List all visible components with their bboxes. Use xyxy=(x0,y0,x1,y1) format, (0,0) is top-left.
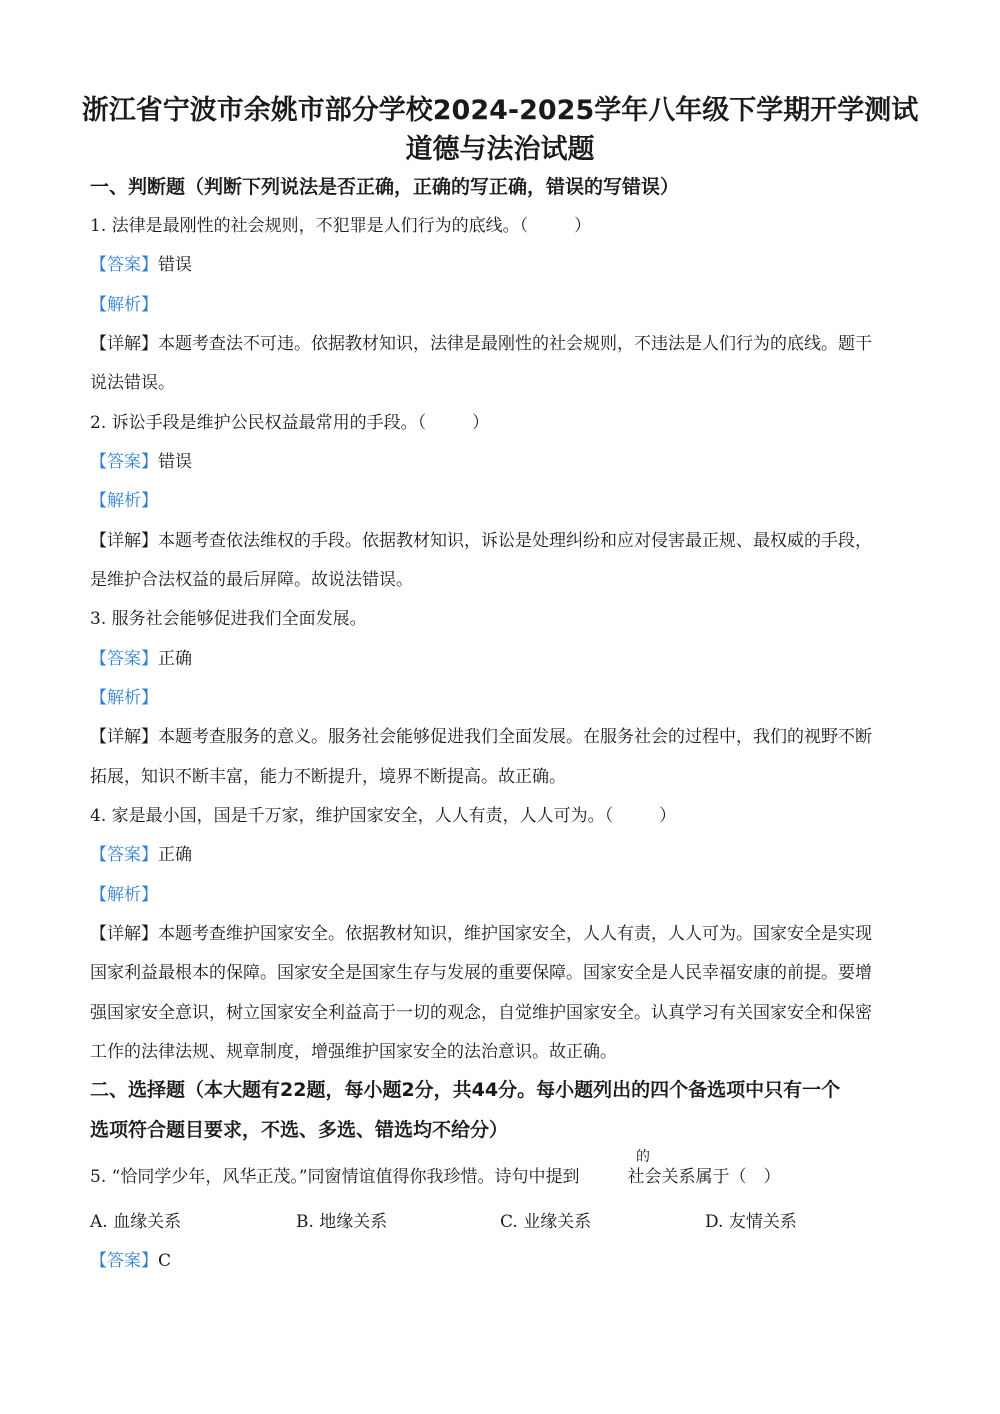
question-4-text: 4. 家是最小国，国是千万家，维护国家安全，人人有责，人人可为。 xyxy=(90,806,605,826)
question-2-text: 2. 诉讼手段是维护公民权益最常用的手段。 xyxy=(90,413,418,433)
answer-value: C xyxy=(158,1251,172,1271)
question-3-detail xyxy=(90,722,872,747)
question-5-answer xyxy=(90,1246,171,1271)
detail-text: 本题考查服务的意义。服务社会能够促进我们全面发展。在服务社会的过程中，我们的视野不断 xyxy=(158,727,872,747)
question-4-detail-cont-2: 强国家安全意识，树立国家安全利益高于一切的观念，自觉维护国家安全。认真学习有关国家安全和保密 xyxy=(90,1003,872,1023)
answer-value: 错误 xyxy=(158,452,192,472)
question-2-analysis xyxy=(90,486,158,511)
question-1-text: 1. 法律是最刚性的社会规则，不犯罪是人们行为的底线。 xyxy=(90,216,520,236)
question-4-stem xyxy=(90,801,676,826)
section1-heading: 一、判断题（判断下列说法是否正确，正确的写正确，错误的写错误） xyxy=(90,176,680,198)
answer-value: 正确 xyxy=(158,649,192,669)
paren-close: ） xyxy=(472,413,490,433)
answer-value: 正确 xyxy=(158,845,192,865)
answer-tag: 【答案】 xyxy=(90,452,158,472)
question-1-detail xyxy=(90,329,872,354)
question-3-answer xyxy=(90,644,192,669)
question-5-text: 5. “恰同学少年，风华正茂。”同窗情谊值得你我珍惜。诗句中提到 xyxy=(90,1167,580,1187)
question-4-detail-cont-1: 国家利益最根本的保障。国家安全是国家生存与发展的重要保障。国家安全是人民幸福安康的前提。要增 xyxy=(90,963,872,983)
question-1-analysis xyxy=(90,290,158,315)
analysis-tag: 【解析】 xyxy=(90,491,158,511)
question-5-superscript: 的 xyxy=(636,1149,650,1165)
detail-tag: 【详解】 xyxy=(90,924,158,944)
question-1-detail-cont: 说法错误。 xyxy=(90,373,175,393)
question-3-detail-cont: 拓展，知识不断丰富，能力不断提升，境界不断提高。故正确。 xyxy=(90,767,566,787)
paren-open: （ xyxy=(417,413,427,433)
paren-close: ） xyxy=(574,216,592,236)
analysis-tag: 【解析】 xyxy=(90,885,158,905)
option-d: D. 友情关系 xyxy=(705,1212,797,1232)
option-c: C. 业缘关系 xyxy=(500,1212,592,1232)
question-4-detail-cont-3: 工作的法律法规、规章制度，增强维护国家安全的法治意识。故正确。 xyxy=(90,1042,617,1062)
page-title-line2: 道德与法治试题 xyxy=(405,134,595,165)
question-5-text-cont: 社会关系属于（ ） xyxy=(627,1167,781,1187)
answer-tag: 【答案】 xyxy=(90,649,158,669)
detail-tag: 【详解】 xyxy=(90,334,158,354)
detail-text: 本题考查依法维权的手段。依据教材知识，诉讼是处理纠纷和应对侵害最正规、最权威的手段， xyxy=(158,531,872,551)
question-2-stem xyxy=(90,408,489,433)
question-3-analysis xyxy=(90,683,158,708)
question-4-analysis xyxy=(90,880,158,905)
section2-heading-line2: 选项符合题目要求，不选、多选、错选均不给分） xyxy=(90,1119,509,1141)
detail-tag: 【详解】 xyxy=(90,727,158,747)
question-4-answer xyxy=(90,840,192,865)
paren-open: （ xyxy=(604,806,614,826)
option-b: B. 地缘关系 xyxy=(296,1212,388,1232)
page-title-line1: 浙江省宁波市余姚市部分学校2024-2025学年八年级下学期开学测试 xyxy=(81,95,919,126)
answer-value: 错误 xyxy=(158,255,192,275)
answer-tag: 【答案】 xyxy=(90,845,158,865)
analysis-tag: 【解析】 xyxy=(90,688,158,708)
question-1-answer xyxy=(90,250,192,275)
detail-text: 本题考查法不可违。依据教材知识，法律是最刚性的社会规则，不违法是人们行为的底线。题干 xyxy=(158,334,872,354)
question-3-stem: 3. 服务社会能够促进我们全面发展。 xyxy=(90,609,367,629)
question-2-detail-cont: 是维护合法权益的最后屏障。故说法错误。 xyxy=(90,570,413,590)
detail-text: 本题考查维护国家安全。依据教材知识，维护国家安全，人人有责，人人可为。国家安全是实现 xyxy=(158,924,872,944)
option-a: A. 血缘关系 xyxy=(90,1212,182,1232)
question-4-detail xyxy=(90,919,872,944)
paren-close: ） xyxy=(659,806,677,826)
question-5-stem xyxy=(90,1162,781,1187)
analysis-tag: 【解析】 xyxy=(90,295,158,315)
question-2-detail xyxy=(90,526,872,551)
detail-tag: 【详解】 xyxy=(90,531,158,551)
paren-open: （ xyxy=(519,216,529,236)
answer-tag: 【答案】 xyxy=(90,1251,158,1271)
section2-heading-line1: 二、选择题（本大题有22题，每小题2分，共44分。每小题列出的四个备选项中只有一个 xyxy=(90,1079,841,1101)
question-2-answer xyxy=(90,447,192,472)
answer-tag: 【答案】 xyxy=(90,255,158,275)
question-1-stem xyxy=(90,211,591,236)
